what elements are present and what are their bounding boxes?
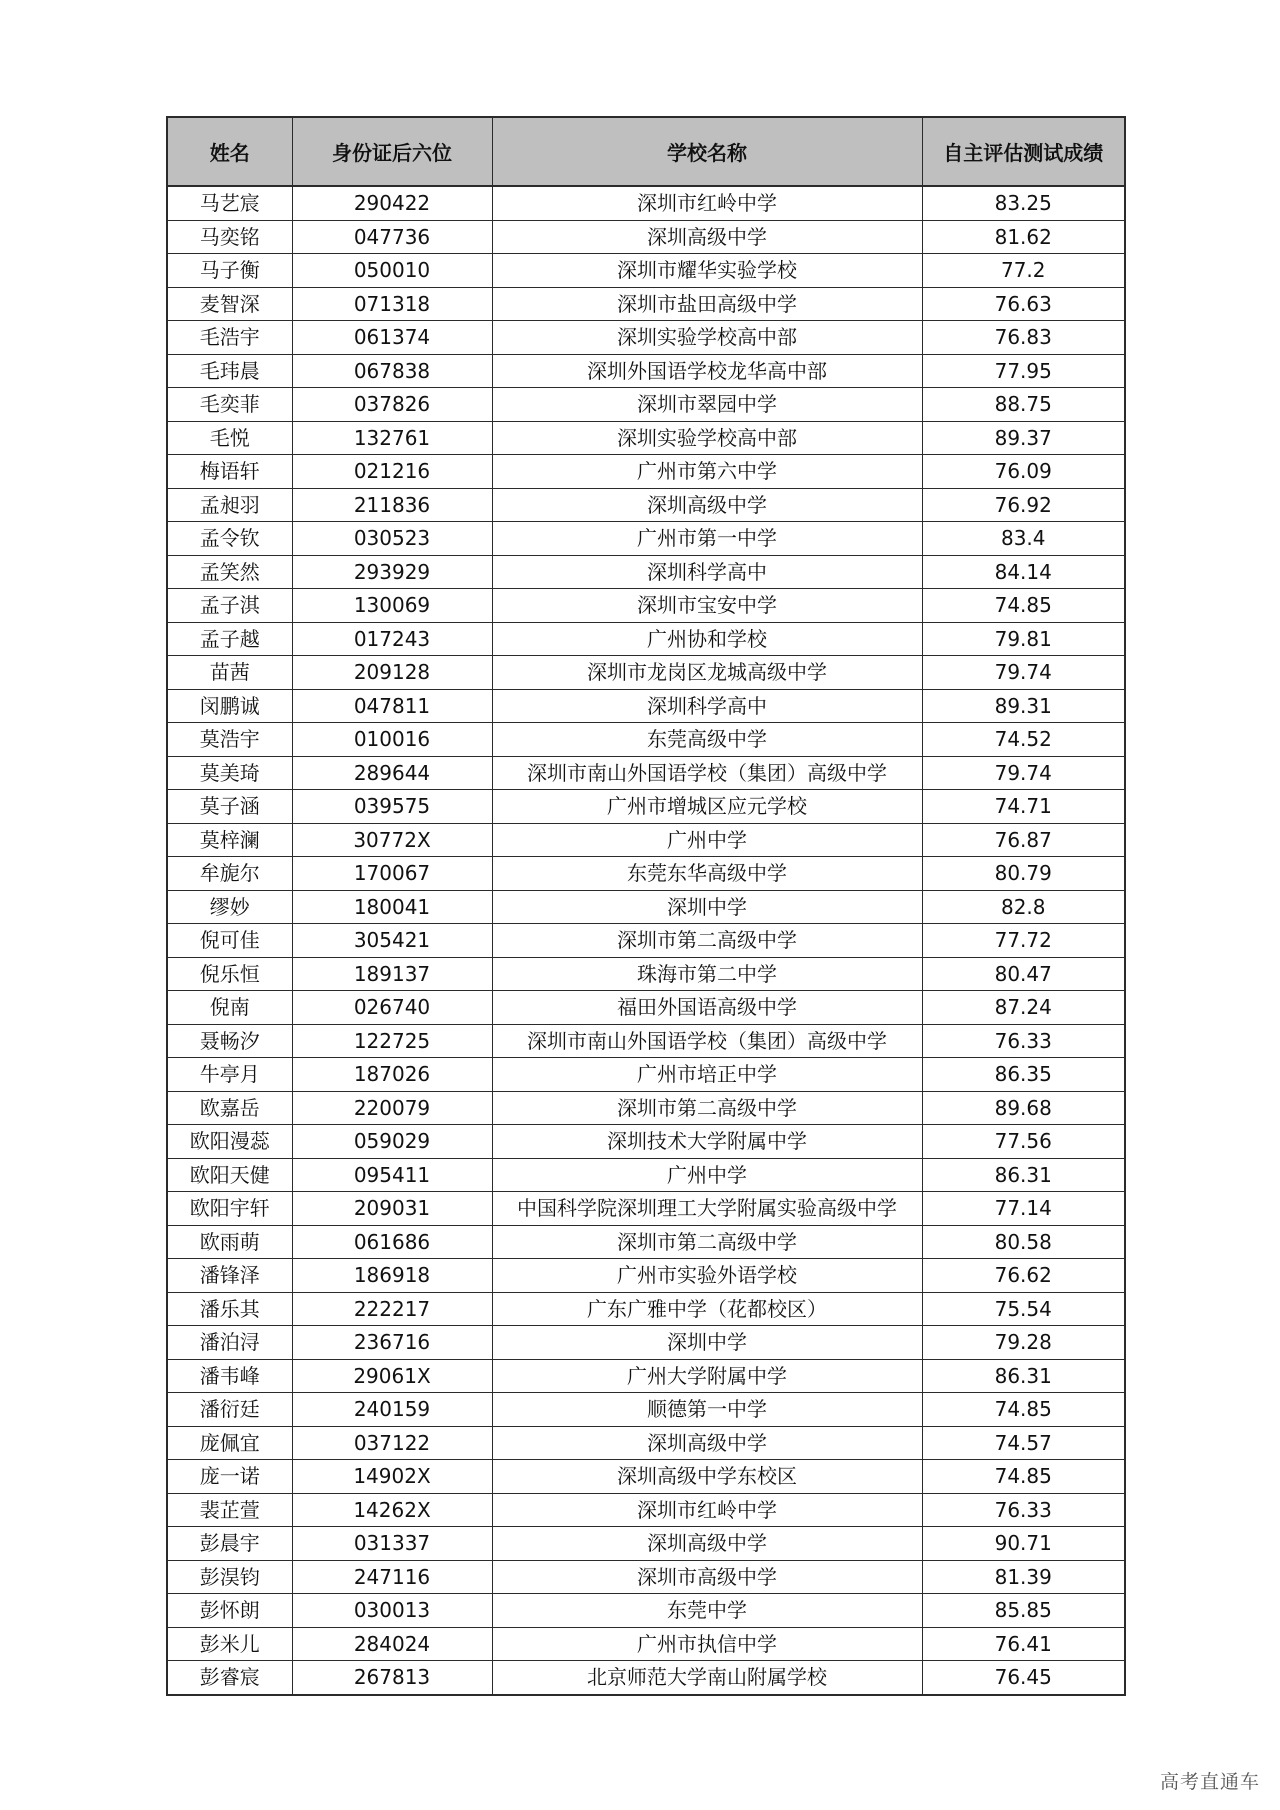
table-row <box>167 1024 1125 1058</box>
cell-id-last6: 061374 <box>292 321 492 355</box>
table-row <box>167 1527 1125 1561</box>
cell-school: 深圳市第二高级中学 <box>492 1091 922 1125</box>
cell-name: 欧阳漫蕊 <box>167 1125 292 1159</box>
cell-name: 彭米儿 <box>167 1627 292 1661</box>
header-score: 自主评估测试成绩 <box>922 117 1125 186</box>
cell-id-last6: 247116 <box>292 1560 492 1594</box>
table-row <box>167 1359 1125 1393</box>
cell-school: 深圳高级中学东校区 <box>492 1460 922 1494</box>
cell-score: 89.31 <box>922 689 1125 723</box>
table-row <box>167 488 1125 522</box>
cell-school: 广东广雅中学（花都校区） <box>492 1292 922 1326</box>
cell-name: 马子衡 <box>167 254 292 288</box>
cell-score: 79.28 <box>922 1326 1125 1360</box>
cell-school: 深圳市宝安中学 <box>492 589 922 623</box>
header-name: 姓名 <box>167 117 292 186</box>
cell-score: 76.09 <box>922 455 1125 489</box>
cell-name: 孟笑然 <box>167 555 292 589</box>
cell-school: 深圳科学高中 <box>492 689 922 723</box>
cell-id-last6: 186918 <box>292 1259 492 1293</box>
cell-score: 75.54 <box>922 1292 1125 1326</box>
cell-id-last6: 180041 <box>292 890 492 924</box>
cell-school: 广州市增城区应元学校 <box>492 790 922 824</box>
cell-id-last6: 050010 <box>292 254 492 288</box>
cell-school: 深圳实验学校高中部 <box>492 421 922 455</box>
cell-name: 彭睿宸 <box>167 1661 292 1695</box>
cell-id-last6: 305421 <box>292 924 492 958</box>
cell-school: 东莞中学 <box>492 1594 922 1628</box>
table-row <box>167 421 1125 455</box>
cell-id-last6: 293929 <box>292 555 492 589</box>
cell-school: 深圳科学高中 <box>492 555 922 589</box>
cell-school: 广州大学附属中学 <box>492 1359 922 1393</box>
cell-id-last6: 030523 <box>292 522 492 556</box>
cell-school: 深圳中学 <box>492 890 922 924</box>
table-row <box>167 689 1125 723</box>
cell-school: 深圳高级中学 <box>492 1426 922 1460</box>
cell-name: 彭晨宇 <box>167 1527 292 1561</box>
cell-score: 74.71 <box>922 790 1125 824</box>
cell-score: 76.62 <box>922 1259 1125 1293</box>
table-row <box>167 756 1125 790</box>
cell-id-last6: 132761 <box>292 421 492 455</box>
cell-name: 牟旎尔 <box>167 857 292 891</box>
cell-name: 孟子越 <box>167 622 292 656</box>
table-row <box>167 1158 1125 1192</box>
table-row <box>167 1393 1125 1427</box>
cell-school: 深圳市翠园中学 <box>492 388 922 422</box>
cell-name: 闵鹏诚 <box>167 689 292 723</box>
cell-score: 76.41 <box>922 1627 1125 1661</box>
cell-name: 庞一诺 <box>167 1460 292 1494</box>
cell-id-last6: 211836 <box>292 488 492 522</box>
cell-school: 广州市第六中学 <box>492 455 922 489</box>
cell-name: 潘韦峰 <box>167 1359 292 1393</box>
cell-school: 东莞东华高级中学 <box>492 857 922 891</box>
table-row <box>167 1225 1125 1259</box>
table-row <box>167 1091 1125 1125</box>
cell-score: 88.75 <box>922 388 1125 422</box>
table-row <box>167 991 1125 1025</box>
cell-score: 83.25 <box>922 186 1125 220</box>
table-row <box>167 1493 1125 1527</box>
cell-score: 77.14 <box>922 1192 1125 1226</box>
cell-id-last6: 284024 <box>292 1627 492 1661</box>
cell-name: 毛奕菲 <box>167 388 292 422</box>
cell-score: 86.31 <box>922 1359 1125 1393</box>
table-body <box>167 186 1125 1695</box>
cell-score: 77.2 <box>922 254 1125 288</box>
cell-score: 74.85 <box>922 589 1125 623</box>
watermark-text: 高考直通车 <box>1159 1771 1260 1793</box>
table-row <box>167 455 1125 489</box>
cell-name: 倪可佳 <box>167 924 292 958</box>
cell-school: 深圳市龙岗区龙城高级中学 <box>492 656 922 690</box>
cell-id-last6: 037122 <box>292 1426 492 1460</box>
cell-name: 彭怀朗 <box>167 1594 292 1628</box>
table-row <box>167 589 1125 623</box>
cell-name: 莫美琦 <box>167 756 292 790</box>
cell-id-last6: 240159 <box>292 1393 492 1427</box>
cell-score: 86.31 <box>922 1158 1125 1192</box>
cell-score: 89.68 <box>922 1091 1125 1125</box>
cell-name: 庞佩宜 <box>167 1426 292 1460</box>
cell-school: 广州市执信中学 <box>492 1627 922 1661</box>
cell-name: 苗茜 <box>167 656 292 690</box>
cell-id-last6: 187026 <box>292 1058 492 1092</box>
cell-score: 77.56 <box>922 1125 1125 1159</box>
cell-score: 85.85 <box>922 1594 1125 1628</box>
cell-score: 87.24 <box>922 991 1125 1025</box>
table-row <box>167 1426 1125 1460</box>
table-row <box>167 1594 1125 1628</box>
table-row <box>167 186 1125 220</box>
cell-score: 76.33 <box>922 1493 1125 1527</box>
cell-name: 欧阳宇轩 <box>167 1192 292 1226</box>
table-row <box>167 555 1125 589</box>
cell-name: 马艺宸 <box>167 186 292 220</box>
cell-id-last6: 122725 <box>292 1024 492 1058</box>
cell-score: 74.85 <box>922 1393 1125 1427</box>
cell-name: 潘衍廷 <box>167 1393 292 1427</box>
cell-score: 82.8 <box>922 890 1125 924</box>
header-row <box>167 117 1125 186</box>
header-school: 学校名称 <box>492 117 922 186</box>
cell-score: 76.33 <box>922 1024 1125 1058</box>
cell-school: 深圳市第二高级中学 <box>492 924 922 958</box>
cell-name: 莫梓澜 <box>167 823 292 857</box>
cell-school: 深圳中学 <box>492 1326 922 1360</box>
table-row <box>167 723 1125 757</box>
cell-name: 倪乐恒 <box>167 957 292 991</box>
table-row <box>167 220 1125 254</box>
table-row <box>167 857 1125 891</box>
table-row <box>167 1627 1125 1661</box>
cell-score: 76.63 <box>922 287 1125 321</box>
table-row <box>167 321 1125 355</box>
cell-name: 麦智深 <box>167 287 292 321</box>
header-id-last6: 身份证后六位 <box>292 117 492 186</box>
cell-id-last6: 059029 <box>292 1125 492 1159</box>
table-row <box>167 1192 1125 1226</box>
cell-score: 76.92 <box>922 488 1125 522</box>
cell-score: 76.83 <box>922 321 1125 355</box>
cell-score: 80.47 <box>922 957 1125 991</box>
cell-school: 深圳市红岭中学 <box>492 186 922 220</box>
cell-school: 深圳市南山外国语学校（集团）高级中学 <box>492 756 922 790</box>
cell-name: 毛悦 <box>167 421 292 455</box>
cell-id-last6: 030013 <box>292 1594 492 1628</box>
table-row <box>167 287 1125 321</box>
table-row <box>167 823 1125 857</box>
cell-id-last6: 189137 <box>292 957 492 991</box>
cell-score: 74.57 <box>922 1426 1125 1460</box>
cell-score: 80.79 <box>922 857 1125 891</box>
cell-id-last6: 071318 <box>292 287 492 321</box>
table-row <box>167 957 1125 991</box>
table-row <box>167 1661 1125 1695</box>
cell-score: 84.14 <box>922 555 1125 589</box>
cell-school: 深圳实验学校高中部 <box>492 321 922 355</box>
cell-id-last6: 047811 <box>292 689 492 723</box>
cell-school: 深圳市高级中学 <box>492 1560 922 1594</box>
cell-id-last6: 031337 <box>292 1527 492 1561</box>
cell-school: 福田外国语高级中学 <box>492 991 922 1025</box>
table-row <box>167 388 1125 422</box>
table-row <box>167 1460 1125 1494</box>
cell-score: 79.74 <box>922 756 1125 790</box>
cell-id-last6: 170067 <box>292 857 492 891</box>
cell-score: 77.72 <box>922 924 1125 958</box>
cell-name: 缪妙 <box>167 890 292 924</box>
cell-name: 孟子淇 <box>167 589 292 623</box>
cell-school: 顺德第一中学 <box>492 1393 922 1427</box>
cell-name: 倪南 <box>167 991 292 1025</box>
table-row <box>167 1560 1125 1594</box>
table-row <box>167 924 1125 958</box>
cell-school: 深圳技术大学附属中学 <box>492 1125 922 1159</box>
cell-name: 欧雨萌 <box>167 1225 292 1259</box>
cell-name: 莫子涵 <box>167 790 292 824</box>
cell-id-last6: 30772X <box>292 823 492 857</box>
cell-score: 81.62 <box>922 220 1125 254</box>
cell-id-last6: 021216 <box>292 455 492 489</box>
cell-name: 牛亭月 <box>167 1058 292 1092</box>
cell-name: 潘泊浔 <box>167 1326 292 1360</box>
cell-id-last6: 14262X <box>292 1493 492 1527</box>
cell-score: 76.87 <box>922 823 1125 857</box>
cell-school: 深圳外国语学校龙华高中部 <box>492 354 922 388</box>
cell-id-last6: 289644 <box>292 756 492 790</box>
cell-id-last6: 130069 <box>292 589 492 623</box>
table-row <box>167 622 1125 656</box>
table-row <box>167 890 1125 924</box>
cell-school: 广州市实验外语学校 <box>492 1259 922 1293</box>
cell-school: 深圳市南山外国语学校（集团）高级中学 <box>492 1024 922 1058</box>
cell-score: 89.37 <box>922 421 1125 455</box>
cell-school: 中国科学院深圳理工大学附属实验高级中学 <box>492 1192 922 1226</box>
cell-school: 广州中学 <box>492 1158 922 1192</box>
cell-id-last6: 026740 <box>292 991 492 1025</box>
cell-score: 80.58 <box>922 1225 1125 1259</box>
cell-score: 83.4 <box>922 522 1125 556</box>
cell-name: 潘锋泽 <box>167 1259 292 1293</box>
cell-score: 79.74 <box>922 656 1125 690</box>
table-row <box>167 656 1125 690</box>
table-row <box>167 1259 1125 1293</box>
cell-id-last6: 039575 <box>292 790 492 824</box>
cell-name: 莫浩宇 <box>167 723 292 757</box>
cell-school: 深圳高级中学 <box>492 1527 922 1561</box>
cell-name: 裴芷萱 <box>167 1493 292 1527</box>
cell-school: 广州市培正中学 <box>492 1058 922 1092</box>
table-row <box>167 1292 1125 1326</box>
cell-school: 广州协和学校 <box>492 622 922 656</box>
cell-school: 东莞高级中学 <box>492 723 922 757</box>
cell-id-last6: 267813 <box>292 1661 492 1695</box>
cell-school: 深圳市红岭中学 <box>492 1493 922 1527</box>
cell-id-last6: 14902X <box>292 1460 492 1494</box>
cell-id-last6: 095411 <box>292 1158 492 1192</box>
table-row <box>167 1058 1125 1092</box>
cell-score: 74.52 <box>922 723 1125 757</box>
table-row <box>167 790 1125 824</box>
table-row <box>167 254 1125 288</box>
cell-id-last6: 010016 <box>292 723 492 757</box>
cell-school: 北京师范大学南山附属学校 <box>492 1661 922 1695</box>
cell-score: 79.81 <box>922 622 1125 656</box>
cell-school: 深圳市盐田高级中学 <box>492 287 922 321</box>
cell-school: 广州中学 <box>492 823 922 857</box>
cell-id-last6: 047736 <box>292 220 492 254</box>
table-row <box>167 522 1125 556</box>
table-row <box>167 1125 1125 1159</box>
cell-id-last6: 290422 <box>292 186 492 220</box>
cell-id-last6: 236716 <box>292 1326 492 1360</box>
cell-school: 深圳高级中学 <box>492 220 922 254</box>
cell-id-last6: 061686 <box>292 1225 492 1259</box>
table-row <box>167 1326 1125 1360</box>
table-row <box>167 354 1125 388</box>
cell-name: 孟令钦 <box>167 522 292 556</box>
cell-name: 毛浩宇 <box>167 321 292 355</box>
cell-name: 彭淏钧 <box>167 1560 292 1594</box>
cell-name: 孟昶羽 <box>167 488 292 522</box>
cell-school: 珠海市第二中学 <box>492 957 922 991</box>
cell-school: 深圳高级中学 <box>492 488 922 522</box>
cell-id-last6: 209128 <box>292 656 492 690</box>
cell-score: 76.45 <box>922 1661 1125 1695</box>
cell-name: 梅语轩 <box>167 455 292 489</box>
cell-id-last6: 222217 <box>292 1292 492 1326</box>
cell-score: 90.71 <box>922 1527 1125 1561</box>
cell-id-last6: 209031 <box>292 1192 492 1226</box>
cell-name: 欧嘉岳 <box>167 1091 292 1125</box>
cell-name: 马奕铭 <box>167 220 292 254</box>
cell-name: 聂畅汐 <box>167 1024 292 1058</box>
table-header <box>167 117 1125 186</box>
cell-id-last6: 29061X <box>292 1359 492 1393</box>
cell-score: 74.85 <box>922 1460 1125 1494</box>
cell-score: 77.95 <box>922 354 1125 388</box>
cell-name: 毛玮晨 <box>167 354 292 388</box>
cell-name: 欧阳天健 <box>167 1158 292 1192</box>
cell-score: 86.35 <box>922 1058 1125 1092</box>
cell-school: 深圳市第二高级中学 <box>492 1225 922 1259</box>
cell-name: 潘乐其 <box>167 1292 292 1326</box>
cell-score: 81.39 <box>922 1560 1125 1594</box>
cell-id-last6: 220079 <box>292 1091 492 1125</box>
cell-id-last6: 037826 <box>292 388 492 422</box>
cell-id-last6: 017243 <box>292 622 492 656</box>
score-table <box>166 116 1126 1696</box>
cell-school: 广州市第一中学 <box>492 522 922 556</box>
cell-school: 深圳市耀华实验学校 <box>492 254 922 288</box>
cell-id-last6: 067838 <box>292 354 492 388</box>
